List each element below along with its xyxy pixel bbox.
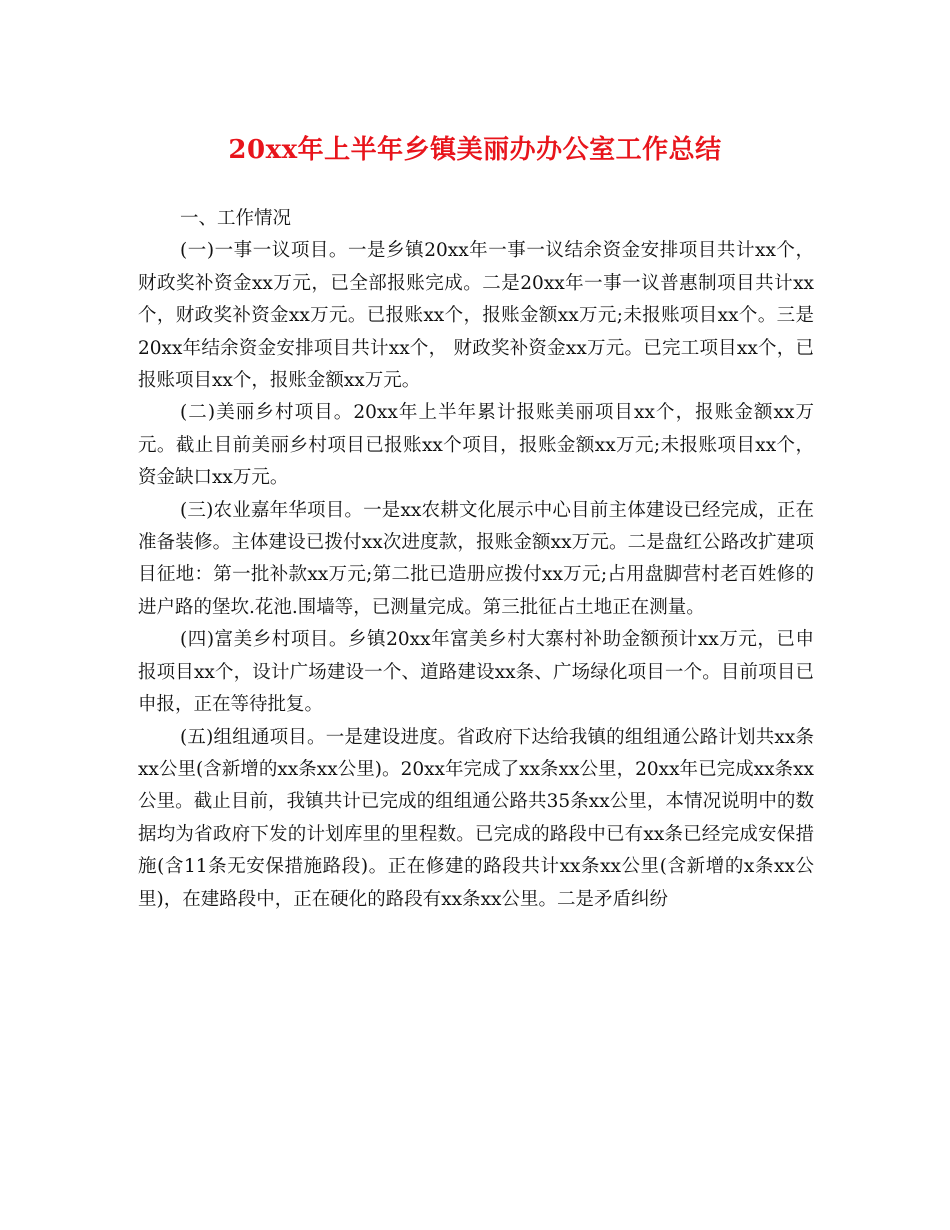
paragraph-prosperous-village: (四)富美乡村项目。乡镇20xx年富美乡村大寨村补助金额预计xx万元，已申报项目xx个，设计广场建设一个、道路建设xx条、广场绿化项目一个。目前项目已申报，正在等待批复。 <box>138 629 814 716</box>
document-title: 20xx年上半年乡镇美丽办办公室工作总结 <box>228 135 722 165</box>
section-heading-work-status: 一、工作情况 <box>180 208 292 229</box>
paragraph-agricultural-carnival: (三)农业嘉年华项目。一是xx农耕文化展示中心目前主体建设已经完成，正在准备装修。主体建设已拨付xx次进度款，报账金额xx万元。二是盘红公路改扩建项目征地：第一批补款xx万元;第二批已造册应拨付xx万元;占用盘脚营村老百姓修的进户路的堡坎.花池.围墙等，已测量完成。第三批征占土地正在测量。 <box>138 499 814 618</box>
paragraph-one-matter-one-discussion: (一)一事一议项目。一是乡镇20xx年一事一议结余资金安排项目共计xx个，财政奖补资金xx万元，已全部报账完成。二是20xx年一事一议普惠制项目共计xx个，财政奖补资金xx万元。已报账xx个，报账金额xx万元;未报账项目xx个。三是20xx年结余资金安排项目共计xx个， 财政奖补资金xx万元。已完工项目xx个，已报账项目xx个，报账金额xx万元。 <box>138 240 815 392</box>
paragraph-group-road: (五)组组通项目。一是建设进度。省政府下达给我镇的组组通公路计划共xx条xx公里(含新增的xx条xx公里)。20xx年完成了xx条xx公里，20xx年已完成xx条xx公里。截止目前，我镇共计已完成的组组通公路共35条xx公里，本情况说明中的数据均为省政府下发的计划库里的里程数。已完成的路段中已有xx条已经完成安保措施(含11条无安保措施路段)。正在修建的路段共计xx条xx公里(含新增的x条xx公里)，在建路段中，正在硬化的路段有xx条xx公里。二是矛盾纠纷 <box>138 726 814 910</box>
paragraph-beautiful-village: (二)美丽乡村项目。20xx年上半年累计报账美丽项目xx个，报账金额xx万元。截止目前美丽乡村项目已报账xx个项目，报账金额xx万元;未报账项目xx个，资金缺口xx万元。 <box>138 402 815 489</box>
document-body <box>138 203 814 916</box>
